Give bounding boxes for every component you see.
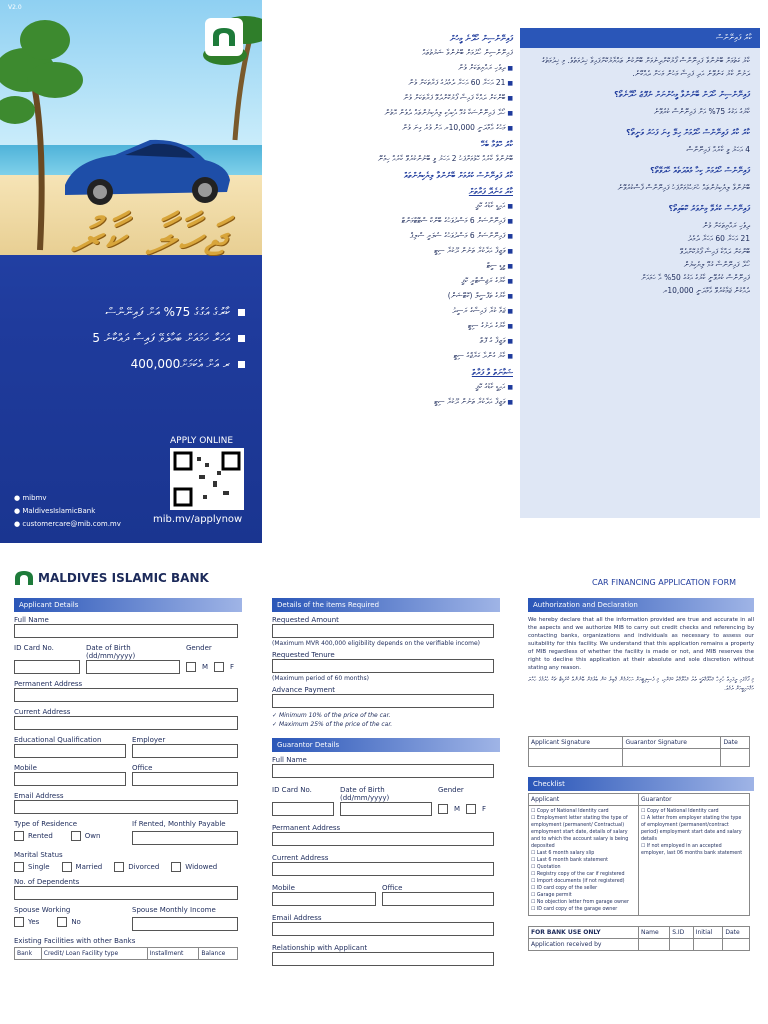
faq-question: ފައިނޭންސް ކުރެވޭ މިންވަރު ކޮބައިތޯ؟ [668, 204, 750, 213]
guarantor-id-label: ID Card No. [272, 786, 312, 794]
max-amount-note: (Maximum MVR 400,000 eligibility depends on the verifiable income) [272, 640, 481, 647]
current-address-label: Current Address [14, 708, 71, 716]
guarantor-current-field[interactable] [272, 862, 494, 876]
mobile-field[interactable] [14, 772, 126, 786]
list-item: ■ ބޭންކަށް ދައްކާ ފައިސާ ފޯރުކޮށްދެވޭ ފަރާތަކަށް ވުން [268, 92, 513, 104]
checklist-text: Employment letter stating the type of employment (permanent/ Contractual) employment start date, details of salary and to which the account salary is being deposited [531, 816, 629, 849]
guarantor-gender-label: Gender [438, 786, 464, 794]
requested-amount-label: Requested Amount [272, 616, 339, 624]
twitter-handle: mibmv [22, 494, 47, 502]
guarantor-id-row [272, 786, 500, 802]
note-text: Maximum 25% of the price of the car. [278, 721, 393, 728]
faq-item: ބޭންކަށް ދައްކާ ފައިސާ ފޯރުކޮށްދެވޭ [679, 247, 750, 256]
mib-logo [205, 18, 243, 56]
spouse-working-label: Spouse Working [14, 906, 71, 914]
existing-facilities-table [14, 947, 238, 960]
faq-question: ކާރު ކާރު ފައިނޭންސް ހޯދުމަށް ހިލޭ ގިނަ ފަހަރު ވަނީތޯ؟ [626, 128, 750, 137]
list-item: ■ ޖަމާ ކުރާ ފައިސާގެ ރަސީދު [268, 305, 513, 317]
mib-logo-icon [14, 570, 34, 586]
bullet-square-icon [238, 309, 245, 316]
requested-amount-field[interactable] [272, 624, 494, 638]
existing-facilities-label: Existing Facilities with other Banks [14, 937, 136, 945]
own-label: Own [84, 832, 101, 840]
list-item: ■ ކާރުގެ ރަޖިސްޓްރީ ކޮޕީ [268, 275, 513, 287]
faq-answer: ބޭނުންވާ ލިޔެކިޔުންތައް ހުށަހެޅުމަށްފަހު ފައިނޭންސް ފާސްކުރެވޭނެ [617, 183, 750, 192]
rented-payable-field[interactable] [132, 831, 238, 845]
email-label: Email Address [14, 792, 64, 800]
rented-label: Rented [28, 832, 53, 840]
residence-label: Type of Residence [14, 820, 78, 828]
checklist-item[interactable]: ☐ Copy of National Identity card [531, 809, 609, 814]
married-label: Married [75, 863, 103, 871]
full-name-field[interactable] [14, 624, 238, 638]
qr-code[interactable] [170, 448, 244, 510]
faq-answer: ކާރުގެ އަގުގެ 75% އަށް ފައިނޭންސް ކުރެވޭނެ [653, 107, 750, 116]
checklist-item[interactable]: ☐ No objection letter from garage owner [531, 900, 629, 905]
applicant-checklist [529, 806, 639, 916]
full-name-label: Full Name [14, 616, 49, 624]
checklist-item[interactable]: ☐ Last 6 month bank statement [531, 858, 609, 863]
list-item: ■ އައިޑީ ކާޑުގެ ކޮޕީ [268, 200, 513, 212]
table-header: S.ID [670, 927, 694, 939]
checklist-item[interactable]: ☐ ID card copy of the garage owner [531, 907, 618, 912]
list-item: ■ ވަޒީފާ އަދާކުރާ ތަނުން ދޫކުރާ ސިޓީ [268, 245, 513, 257]
guarantor-signature-cell[interactable] [623, 749, 721, 767]
education-label: Educational Qualification [14, 736, 102, 744]
list-item: ■ ފައިނޭންސަށް 6 މަސްދުވަހުގެ ބޭންކް ސްޓޭޓްމަންޓް [268, 215, 513, 227]
relationship-field[interactable] [272, 952, 494, 966]
yes-checkbox[interactable] [14, 917, 24, 927]
checklist-table [528, 793, 750, 916]
checklist-item[interactable]: ☐ Import documents (if not registered) [531, 879, 625, 884]
brochure-right-column [520, 28, 760, 518]
bullet-square-icon [238, 361, 245, 368]
initial-cell[interactable] [693, 939, 723, 951]
single-checkbox[interactable] [14, 862, 24, 872]
dob-label: Date of Birth (dd/mm/yyyy) [86, 644, 136, 660]
education-row [14, 736, 242, 758]
declaration-dhivehi-text: މި ފޯމުގައި ދީފައިވާ ހުރިހާ މަޢުލޫމާތަކީ ތެދު މަޢުލޫމާތު ކަމަށާއި، މި ފެސިލިޓީއަށް އަހަރެމެން ޤާބިލު ކަން ބެލުމަށް ބޭނުންވާ ކްރެޑިޓް ޗެކް ހެދުމުގެ ހުއްދަ އެމްއައިބީއަށް ދެމެވެ. [528, 677, 754, 692]
qr-code-pattern [173, 451, 241, 507]
checklist-text: Last 6 month bank statement [536, 858, 609, 863]
divorced-checkbox[interactable] [114, 862, 124, 872]
id-card-label: ID Card No. [14, 644, 54, 652]
guarantor-f-label: F [482, 805, 487, 813]
list-item: ■ ދިވެހި ރައްޔިތަކަށް ވުން [268, 62, 513, 74]
table-header-row [15, 948, 238, 960]
rented-checkbox[interactable] [14, 831, 24, 841]
email-field[interactable] [14, 800, 238, 814]
marital-label: Marital Status [14, 851, 63, 859]
checklist-text: Quotation [536, 865, 561, 870]
section-text: ބޭނުންވާ ކާރެއް ހޮވުމަށްފަހު 2 އަހަރު ވީ ބޭނުންކުރެވޭ ކާރެއް ހިމެނޭ [377, 154, 513, 163]
no-label: No [71, 918, 81, 926]
list-item: ■ ފައިނޭންސަށް 6 މަސްދުވަހުގެ ސެލަރީ ސްލިޕް [268, 230, 513, 242]
received-by-label: Application received by [529, 939, 639, 951]
golden-title: ޖަހާލާ ކާރު [70, 208, 227, 268]
permanent-address-label: Permanent Address [14, 680, 83, 688]
checklist-row [529, 806, 750, 916]
checklist-text: Garage permit [536, 893, 572, 898]
declaration-text: We hereby declare that all the information provided are true and accurate in all the aspects and we authorize MIB to carry out credit checks and referencing by contacting banks, organizations and individuals as necessary to assess our suitability for this facility. We understand that this application remains a property of MIB regardless of whether the facility is made or not, and MIB reserves the right to decline this application at their absolute and sole discretion without stating any reason. [528, 617, 754, 671]
applicant-section [14, 598, 242, 960]
section-subheading: ޟަމާނަތް ވާ ފަރާތް [471, 368, 513, 377]
checklist-item[interactable]: ☐ Employment letter stating the type of employment (permanent/ Contractual) employment start date, details of salary and to which the account salary is being deposited [531, 816, 629, 849]
guarantor-name-label: Full Name [272, 756, 307, 764]
faq-item: 21 އަހަރާ 60 އަހަރާ ދެމެދު [687, 234, 750, 243]
yes-label: Yes [28, 918, 40, 926]
guarantor-name-field[interactable] [272, 764, 494, 778]
items-header: Details of the items Required [272, 598, 500, 612]
gender-m-label: M [202, 663, 209, 671]
bullet-item [30, 357, 245, 372]
mib-logo-icon [211, 26, 237, 48]
faq-answer: 4 އަހަރު ވީ ކާރެއް ފައިނޭންސް [686, 145, 750, 154]
rented-payable-label: If Rented, Monthly Payable [132, 820, 226, 828]
bullet-item [30, 305, 245, 320]
email-handle: customercare@mib.com.mv [22, 520, 121, 528]
signature-table [528, 736, 750, 767]
section-text: ކާރު ގަތުމަށް ބޭނުންވާ ފައިނޭންސް ފޯރުކޮށްދިނުމަށް ބޭންކުން ތައްޔާރުކޮށްފައިވާ ޚިދުމަތެވެ. މި ޚިދުމަތުގެ ދަށުން ކާރު ގަނެވޭނެ އަދި ފައިސާ މަހުން މަހަށް ދެއްކޭނެ. [541, 56, 750, 78]
requested-tenure-field[interactable] [272, 659, 494, 673]
date-cell[interactable] [721, 749, 750, 767]
apply-online-label: APPLY ONLINE [170, 436, 234, 446]
widowed-checkbox[interactable] [171, 862, 181, 872]
authorization-header: Authorization and Declaration [528, 598, 754, 612]
education-field[interactable] [14, 744, 126, 758]
social-facebook[interactable]: ● MaldivesIslamicBank [14, 507, 96, 515]
bullet-text: 400,000ރ އަށް އެކަމަށް [130, 357, 230, 371]
faq-question: ފައިނޭންސިން ހޯދަން ބޭނުންވާ މީހުންނަށް ނުފޫޒު ހޯދޭނެތޯ؟ [614, 90, 750, 99]
table-header: Bank [15, 948, 42, 960]
dependents-label: No. of Dependents [14, 878, 80, 886]
section-heading: ކާރު ފައިނޭންސް ކުރުމަށް ބޭނުންވާ ލިޔެކިޔުންތައް [403, 171, 513, 180]
list-item: ■ ވަޒީފާ ގެ ފޮތް [268, 335, 513, 347]
form-logo [14, 570, 209, 586]
requirements-list [268, 62, 513, 134]
no-checkbox[interactable] [57, 917, 67, 927]
right-column-header: ކާރު ފައިނޭންސް [520, 28, 760, 48]
checklist-text: ID card copy of the garage owner [536, 907, 618, 912]
list-item: ■ އައިޑީ ކާޑުގެ ކޮޕީ [268, 381, 513, 393]
guarantor-phone-row [272, 884, 500, 906]
faq-item: ފައިނޭންސް ކުރެވޭނީ ކާރުގެ އަގުގެ 50% އާ ހަމައަށް [641, 273, 750, 282]
checklist-text: Copy of National Identity card [536, 809, 609, 814]
bullet-text: ކާރުގެ އަގުގެ 75% އަށް ފައިނޭންސް [105, 305, 230, 319]
documents-list [268, 200, 513, 362]
dob-field[interactable] [86, 660, 180, 674]
bank-use-header-row [529, 927, 750, 939]
table-header: Name [639, 927, 670, 939]
guarantor-dob-label: Date of Birth (dd/mm/yyyy) [340, 786, 390, 802]
guarantor-mobile-field[interactable] [272, 892, 376, 906]
guarantor-id-field[interactable] [272, 802, 334, 816]
brochure-middle-column [268, 28, 513, 411]
table-header: Initial [693, 927, 723, 939]
bank-use-row [529, 939, 750, 951]
residence-options [14, 831, 126, 841]
applicant-header: Applicant Details [14, 598, 242, 612]
authorization-section [528, 598, 754, 951]
signature-header-row [529, 737, 750, 749]
guarantor-id-fields [272, 802, 500, 816]
table-header: Balance [199, 948, 238, 960]
guarantor-email-label: Email Address [272, 914, 322, 922]
spouse-income-label: Spouse Monthly Income [132, 906, 216, 914]
guarantor-current-label: Current Address [272, 854, 329, 862]
section-heading: ކާރު ހޮވުމާ ބެހޭ [481, 140, 513, 149]
list-item: ■ ކާރުގެ ދަށުގެ ސިޓީ [268, 320, 513, 332]
checklist-item[interactable]: ☐ Registry copy of the car if registered [531, 872, 625, 877]
list-item: ■ ކާރުގެ ތަފްޞީލް (ކޮޓޭޝަން) [268, 290, 513, 302]
widowed-label: Widowed [185, 863, 218, 871]
checklist-text: Copy of National Identity card [646, 809, 719, 814]
requested-tenure-label: Requested Tenure [272, 651, 335, 659]
form-title: CAR FINANCING APPLICATION FORM [592, 578, 737, 587]
single-label: Single [28, 863, 50, 871]
advance-note-2: ✓ Maximum 25% of the price of the car. [272, 721, 393, 728]
table-header: Credit/ Loan Facility type [41, 948, 147, 960]
current-address-field[interactable] [14, 716, 238, 730]
guarantor-email-field[interactable] [272, 922, 494, 936]
social-links [14, 492, 121, 531]
gender-f-checkbox[interactable] [214, 662, 224, 672]
dependents-field[interactable] [14, 886, 238, 900]
section-subheading: ކާރު ގަނެދޭ ފަރާތަށް [468, 187, 513, 196]
table-header: Guarantor Signature [623, 737, 721, 749]
bank-use-table [528, 926, 750, 951]
list-item: ■ މަހުގެ ޢާމްދަނީ 10,000ރ އަށް ވުރެ ގިނަ ވުން [268, 122, 513, 134]
applicant-signature-cell[interactable] [529, 749, 623, 767]
marital-options [14, 862, 242, 872]
list-item: ■ ވީޑީ ސީޓް [268, 260, 513, 272]
faq-item: ހޯދާ ފައިނޭންސާ ގުޅޭ ލިޔެކިޔުން [683, 260, 750, 269]
checklist-item[interactable]: ☐ Last 6 month salary slip [531, 851, 595, 856]
guarantor-office-label: Office [382, 884, 403, 892]
table-header: Installment [147, 948, 199, 960]
residence-row [14, 820, 242, 845]
id-card-field[interactable] [14, 660, 80, 674]
married-checkbox[interactable] [62, 862, 72, 872]
guarantor-checklist [639, 806, 750, 916]
relationship-label: Relationship with Applicant [272, 944, 368, 952]
bullet-text: 5 އަހަރާ ހަމައަށް ބަހާލެވޭ ފައިސާ ދައްކާނެ [92, 331, 230, 345]
signature-row [529, 749, 750, 767]
id-fields-row [14, 660, 242, 674]
guarantor-permanent-label: Permanent Address [272, 824, 341, 832]
table-header: Date [721, 737, 750, 749]
guarantor-dob-field[interactable] [340, 802, 432, 816]
spouse-income-field[interactable] [132, 917, 238, 931]
version-label: V2.0 [8, 4, 22, 11]
max-period-note: (Maximum period of 60 months) [272, 675, 370, 682]
checklist-text: Last 6 month salary slip [536, 851, 595, 856]
guarantor-mobile-label: Mobile [272, 884, 295, 892]
checklist-item[interactable]: ☐ ID card copy of the seller [531, 886, 598, 891]
checklist-text: Registry copy of the car if registered [536, 872, 625, 877]
table-header: Applicant Signature [529, 737, 623, 749]
table-header: Guarantor [639, 794, 750, 806]
checklist-item[interactable]: ☐ Quotation [531, 865, 561, 870]
list-item: ■ ވަޒީފާ އަދާކުރާ ތަނުން ދޫކުރާ ސިޓީ [268, 396, 513, 408]
faq-item: ދިވެހި ރައްޔިތަކަށް ވުން [702, 221, 750, 230]
checklist-header-row [529, 794, 750, 806]
table-header: Date [723, 927, 750, 939]
checklist-text: Import documents (if not registered) [536, 879, 625, 884]
advance-note-1: ✓ Minimum 10% of the price of the car. [272, 712, 391, 719]
guarantor-permanent-field[interactable] [272, 832, 494, 846]
guarantor-office-field[interactable] [382, 892, 494, 906]
sid-cell[interactable] [670, 939, 694, 951]
gender-label: Gender [186, 644, 212, 652]
divorced-label: Divorced [128, 863, 160, 871]
guarantor-list [268, 381, 513, 408]
checklist-item[interactable]: ☐ A letter from employer stating the type of employment (permanent/contract period) employment start date and salary details [641, 816, 742, 842]
checklist-text: ID card copy of the seller [536, 886, 598, 891]
checklist-item[interactable]: ☐ Garage permit [531, 893, 572, 898]
employer-label: Employer [132, 736, 166, 744]
social-email[interactable]: ● customercare@mib.com.mv [14, 520, 121, 528]
advance-payment-field[interactable] [272, 694, 494, 708]
faq-item: ދެއްކުން ޖަމާކުރެވޭ ޢާމްދަނީ 10,000ރ [662, 286, 750, 295]
checklist-header: Checklist [528, 777, 754, 791]
date-cell[interactable] [723, 939, 750, 951]
bank-use-label: FOR BANK USE ONLY [529, 927, 639, 939]
mobile-label: Mobile [14, 764, 37, 772]
table-header: Applicant [529, 794, 639, 806]
section-text: ފައިނޭންސިން ހޯދުމަށް ބޭނުންވާ ޝަރުތުތައް [422, 48, 513, 57]
office-label: Office [132, 764, 153, 772]
guarantor-m-checkbox[interactable] [438, 804, 448, 814]
facebook-handle: MaldivesIslamicBank [22, 507, 96, 515]
apply-url[interactable]: mib.mv/applynow [153, 514, 243, 525]
blue-car-image [55, 130, 235, 215]
permanent-address-field[interactable] [14, 688, 238, 702]
brochure-bullets [30, 305, 245, 383]
guarantor-m-label: M [454, 805, 461, 813]
checklist-text: No objection letter from garage owner [536, 900, 629, 905]
list-item: ■ ކާރު ގެންދާ ގަރާޖްގެ ސިޓީ [268, 350, 513, 362]
gender-m-checkbox[interactable] [186, 662, 196, 672]
guarantor-header: Guarantor Details [272, 738, 500, 752]
section-heading: ފައިނޭންސިން ހޯދޭނެ މީހުން [449, 34, 513, 43]
checklist-item[interactable]: ☐ If not employed in an accepted employer, last 06 months bank statement [641, 844, 743, 856]
checklist-text: A letter from employer stating the type of employment (permanent/contract period) employment start date and salary details [641, 816, 742, 842]
id-row [14, 644, 242, 660]
right-column-body [520, 48, 760, 303]
social-twitter[interactable]: ● mibmv [14, 494, 47, 502]
note-text: Minimum 10% of the price of the car. [278, 712, 391, 719]
checklist-text: If not employed in an accepted employer, last 06 months bank statement [641, 844, 743, 856]
advance-payment-label: Advance Payment [272, 686, 336, 694]
bullet-item [30, 331, 245, 346]
gender-f-label: F [230, 663, 235, 671]
bullet-square-icon [238, 335, 245, 342]
bank-name: MALDIVES ISLAMIC BANK [38, 571, 209, 585]
guarantor-f-checkbox[interactable] [466, 804, 476, 814]
checklist-item[interactable]: ☐ Copy of National Identity card [641, 809, 719, 814]
spouse-working-options [14, 917, 126, 927]
list-item: ■ 21 އަހަރާ 60 އަހަރާ ދެމެދުގެ ފަރާތަކަށް ވުން [268, 77, 513, 89]
name-cell[interactable] [639, 939, 670, 951]
items-section [272, 598, 500, 966]
phone-row [14, 764, 242, 786]
own-checkbox[interactable] [71, 831, 81, 841]
faq-question: ފައިނޭންސް ހޯދުމަށް ކިހާ މުއްދަތެއް ހޭދަވޭތޯ؟ [650, 166, 750, 175]
employer-field[interactable] [132, 744, 238, 758]
office-field[interactable] [132, 772, 238, 786]
spouse-row [14, 906, 242, 931]
list-item: ■ ހޯދާ ފައިނޭންސަކާ ގުޅޭ އެކިއެކި ލިޔެކިޔުންތައް ދެވެން އޮތުން [268, 107, 513, 119]
